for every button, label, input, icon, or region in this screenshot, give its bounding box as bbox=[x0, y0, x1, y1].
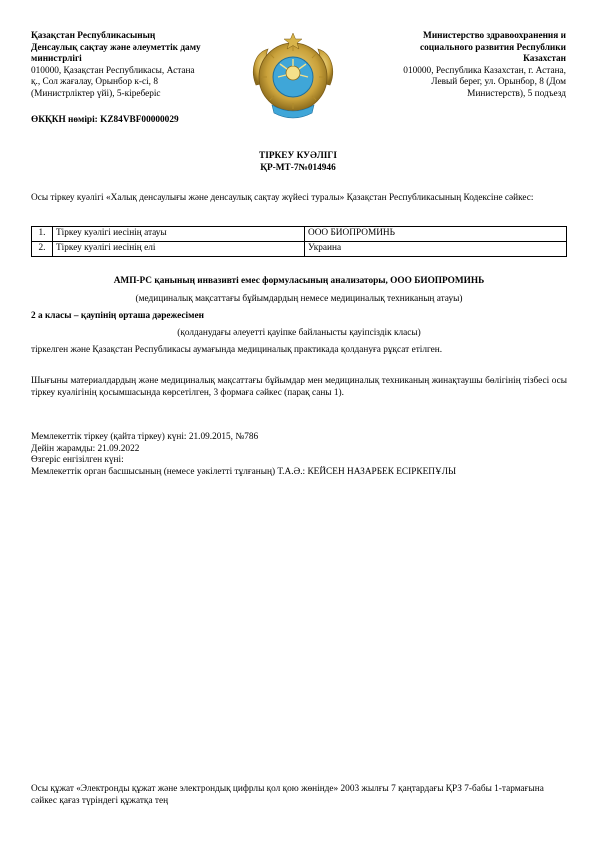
header-left-address-line: 010000, Қазақстан Республикасы, Астана bbox=[31, 65, 195, 76]
row-label: Тіркеу куәлігі иесінің елі bbox=[53, 242, 305, 257]
row-number: 2. bbox=[32, 242, 53, 257]
header-left-address-line: (Министрліктер үйі), 5-кіреберіс bbox=[31, 89, 161, 100]
row-value: ООО БИОПРОМИНЬ bbox=[305, 227, 567, 242]
dates-block bbox=[31, 432, 567, 478]
header-right-address-line: 010000, Республика Казахстан, г. Астана, bbox=[403, 65, 566, 76]
risk-class: 2 а класы – қаупінің орташа дәрежесімен bbox=[31, 311, 204, 321]
header-left-title-line: министрлігі bbox=[31, 54, 82, 65]
row-value: Украина bbox=[305, 242, 567, 257]
document-title-block bbox=[0, 151, 596, 174]
changes-date: Өзгеріс енгізілген күні: bbox=[31, 455, 124, 466]
kazakhstan-emblem-icon bbox=[246, 27, 340, 125]
row-number: 1. bbox=[32, 227, 53, 242]
intro-paragraph: Осы тіркеу куәлігі «Халық денсаулығы және денсаулық сақтау жүйесі туралы» Қазақстан Республикасының Кодексіне сәйкес: bbox=[31, 193, 534, 203]
header-left-title-line: Қазақстан Республикасының bbox=[31, 31, 156, 41]
header-right-block bbox=[350, 31, 566, 101]
header-left-block bbox=[31, 31, 249, 101]
product-name: АМП-РС қанының инвазивті емес формуласының анализаторы, ООО БИОПРОМИНЬ bbox=[113, 276, 485, 286]
product-note: (медициналық мақсаттағы бұйымдардың немесе медициналық техниканың атауы) bbox=[135, 294, 463, 304]
document-number: ҚР-МТ-7№014946 bbox=[260, 162, 336, 173]
bin-number: ӨКҚКН нөмірі: KZ84VBF00000029 bbox=[31, 115, 179, 125]
authority-head: Мемлекеттік орган басшысының (немесе уәкілетті тұлғаның) Т.А.Ә.: КЕЙСЕН НАЗАРБЕК ЕСІРКЕПҰЛЫ bbox=[31, 466, 457, 477]
header-left-address-line: қ., Сол жағалау, Орынбор к-сі, 8 bbox=[31, 77, 158, 88]
valid-until: Дейін жарамды: 21.09.2022 bbox=[31, 443, 140, 454]
header-left-title-line: Денсаулық сақтау және әлеуметтік даму bbox=[31, 42, 201, 53]
holder-table bbox=[31, 226, 567, 257]
permission-text: тіркелген және Қазақстан Республикасы аумағында медициналық практикада қолдануға рұқсат етілген. bbox=[31, 345, 443, 355]
table-row bbox=[32, 227, 567, 242]
risk-class-note: (қолданудағы әлеуетті қауіпке байланысты қауіпсіздік класы) bbox=[177, 328, 421, 338]
header-right-title-line: Министерство здравоохранения и bbox=[423, 31, 566, 41]
header-right-title-line: социального развития Республики bbox=[419, 42, 566, 53]
header-right-title-line: Казахстан bbox=[523, 54, 566, 65]
state-registration-date: Мемлекеттік тіркеу (қайта тіркеу) күні: 21.09.2015, №786 bbox=[31, 432, 259, 442]
table-row bbox=[32, 242, 567, 257]
document-title: ТІРКЕУ КУӘЛІГІ bbox=[259, 151, 337, 161]
footer-note: Осы құжат «Электронды құжат және электрондық цифрлы қол қою жөнінде» 2003 жылғы 7 қаңтардағы ҚРЗ 7-бабы 1-тармағына сәйкес қағаз түріндегі құжатқа тең bbox=[31, 784, 544, 806]
header-right-address-line: Левый берег, ул. Орынбор, 8 (Дом bbox=[431, 77, 566, 88]
materials-paragraph: Шығыны материалдардың және медициналық мақсаттағы бұйымдар мен медициналық техниканың жинақтаушы бөлігінің тізбесі осы тіркеу куәлігінің қосымшасында көрсетілген, 3 формаға сәйкес (парақ саны 1). bbox=[31, 376, 567, 398]
header-right-address-line: Министерств), 5 подъезд bbox=[467, 89, 566, 100]
row-label: Тіркеу куәлігі иесінің атауы bbox=[53, 227, 305, 242]
